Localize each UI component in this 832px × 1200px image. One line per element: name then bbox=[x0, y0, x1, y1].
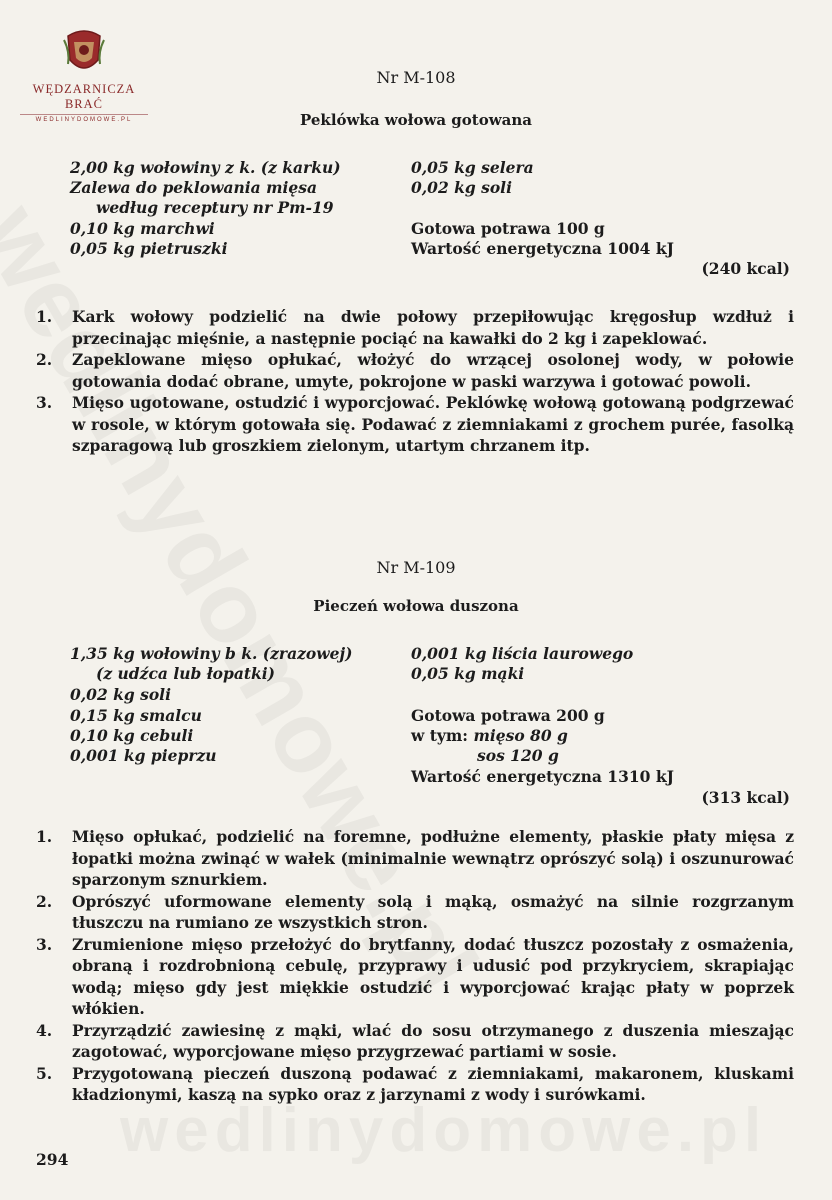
recipe-1-steps bbox=[36, 306, 794, 457]
step-number: 2. bbox=[36, 891, 53, 911]
composition-label: w tym: bbox=[411, 726, 469, 745]
step-item bbox=[36, 1063, 794, 1106]
step-text: Przygotowaną pieczeń duszoną podawać z ziemniakami, makaronem, kluskami kładzionymi, kaszą na sypko oraz z jarzynami z wody i surówkami. bbox=[72, 1063, 794, 1104]
step-number: 1. bbox=[36, 827, 53, 846]
recipe-2-title: Pieczeń wołowa duszona bbox=[313, 597, 519, 615]
step-text: Kark wołowy podzielić na dwie połowy przepiłowując kręgosłup wzdłuż i przecinając mięśnie, a następnie pociąć na kawałki do 2 kg i zapeklować. bbox=[72, 307, 794, 348]
step-number: 2. bbox=[36, 350, 53, 369]
recipe-2-ingredient: 0,001 kg liścia laurowego bbox=[411, 644, 634, 663]
page-number: 294 bbox=[36, 1150, 69, 1169]
recipe-1-ingredient: 0,05 kg pietruszki bbox=[70, 239, 228, 258]
step-text: Zrumienione mięso przełożyć do brytfanny, dodać tłuszcz pozostały z osmażenia, obraną i rozdrobnioną cebulę, przyprawy i udusić pod przykryciem, skrapiając wodą; mięso gdy jest miękkie ostudzić i wyporcjować krając płaty w poprzek włókien. bbox=[72, 934, 794, 1018]
step-item bbox=[36, 306, 794, 349]
step-item bbox=[36, 826, 794, 891]
step-text: Oprószyć uformowane elementy solą i mąką, osmażyć na silnie rozgrzanym tłuszczu na rumiano ze wszystkich stron. bbox=[72, 891, 794, 932]
recipe-2-energy: Wartość energetyczna 1310 kJ bbox=[411, 767, 674, 786]
recipe-2-number: Nr M-109 bbox=[376, 558, 456, 577]
recipe-1-ingredient: 2,00 kg wołowiny z k. (z karku) bbox=[70, 158, 341, 177]
recipe-1-yield: Gotowa potrawa 100 g bbox=[411, 219, 605, 238]
recipe-1-kcal: (240 kcal) bbox=[701, 259, 790, 278]
recipe-2-ingredient: 0,10 kg cebuli bbox=[70, 726, 194, 745]
step-item bbox=[36, 392, 794, 457]
step-item bbox=[36, 349, 794, 392]
recipe-1-ingredient: 0,10 kg marchwi bbox=[70, 219, 215, 238]
recipe-2-ingredient: 0,001 kg pieprzu bbox=[70, 746, 217, 765]
recipe-2-kcal: (313 kcal) bbox=[701, 788, 790, 807]
recipe-2-steps bbox=[36, 826, 794, 1106]
recipe-2-ingredient: 0,05 kg mąki bbox=[411, 664, 525, 683]
recipe-2-yield: Gotowa potrawa 200 g bbox=[411, 706, 605, 725]
step-number: 1. bbox=[36, 307, 53, 326]
step-item bbox=[36, 1020, 794, 1063]
step-text: Mięso ugotowane, ostudzić i wyporcjować. Peklówkę wołową gotowaną podgrzewać w rosole, w którym gotowała się. Podawać z ziemniakami z grochem purée, fasolką szparagową lub groszkiem zielonym, utartym chrzanem itp. bbox=[72, 393, 794, 455]
recipe-1-ingredient: 0,05 kg selera bbox=[411, 158, 534, 177]
recipe-2-composition bbox=[411, 726, 568, 746]
recipe-1-energy: Wartość energetyczna 1004 kJ bbox=[411, 239, 674, 258]
watermark-horizontal bbox=[120, 1095, 767, 1166]
composition-sauce: sos 120 g bbox=[477, 746, 559, 765]
step-number: 3. bbox=[36, 934, 53, 954]
step-text: Zapeklowane mięso opłukać, włożyć do wrzącej osolonej wody, w połowie gotowania dodać obrane, umyte, pokrojone w paski warzywa i gotować powoli. bbox=[72, 350, 794, 391]
step-number: 5. bbox=[36, 1063, 53, 1083]
step-item bbox=[36, 934, 794, 1020]
recipe-1-ingredient: Zalewa do peklowania mięsa bbox=[70, 178, 318, 197]
step-text: Przyrządzić zawiesinę z mąki, wlać do sosu otrzymanego z duszenia mieszając zagotować, wyporcjowane mięso przygrzewać partiami w sosie. bbox=[72, 1020, 794, 1061]
recipe-1-title: Peklówka wołowa gotowana bbox=[300, 111, 532, 129]
logo-name: WĘDZARNICZA BRAĆ bbox=[32, 82, 136, 111]
recipe-2-ingredient: 0,15 kg smalcu bbox=[70, 706, 202, 725]
step-number: 4. bbox=[36, 1020, 53, 1040]
recipe-2-ingredient: 1,35 kg wołowiny b k. (zrazowej) bbox=[70, 644, 353, 663]
step-text: Mięso opłukać, podzielić na foremne, podłużne elementy, płaskie płaty mięsa z łopatki można zwinąć w wałek (minimalnie wewnątrz oprószyć solą) i oszunurować sparzonym sznurkiem. bbox=[72, 827, 794, 889]
step-number: 3. bbox=[36, 393, 53, 412]
recipe-1-ingredient: według receptury nr Pm-19 bbox=[96, 198, 334, 217]
logo-subtitle: WEDLINYDOMOWE.PL bbox=[20, 114, 148, 123]
composition-meat: mięso 80 g bbox=[473, 726, 568, 745]
recipe-2-ingredient: 0,02 kg soli bbox=[70, 685, 171, 704]
recipe-2-composition-sauce bbox=[477, 746, 559, 766]
step-item bbox=[36, 891, 794, 934]
recipe-1-ingredient: 0,02 kg soli bbox=[411, 178, 512, 197]
recipe-2-ingredient: (z udźca lub łopatki) bbox=[96, 664, 276, 683]
recipe-1-number: Nr M-108 bbox=[376, 68, 456, 87]
